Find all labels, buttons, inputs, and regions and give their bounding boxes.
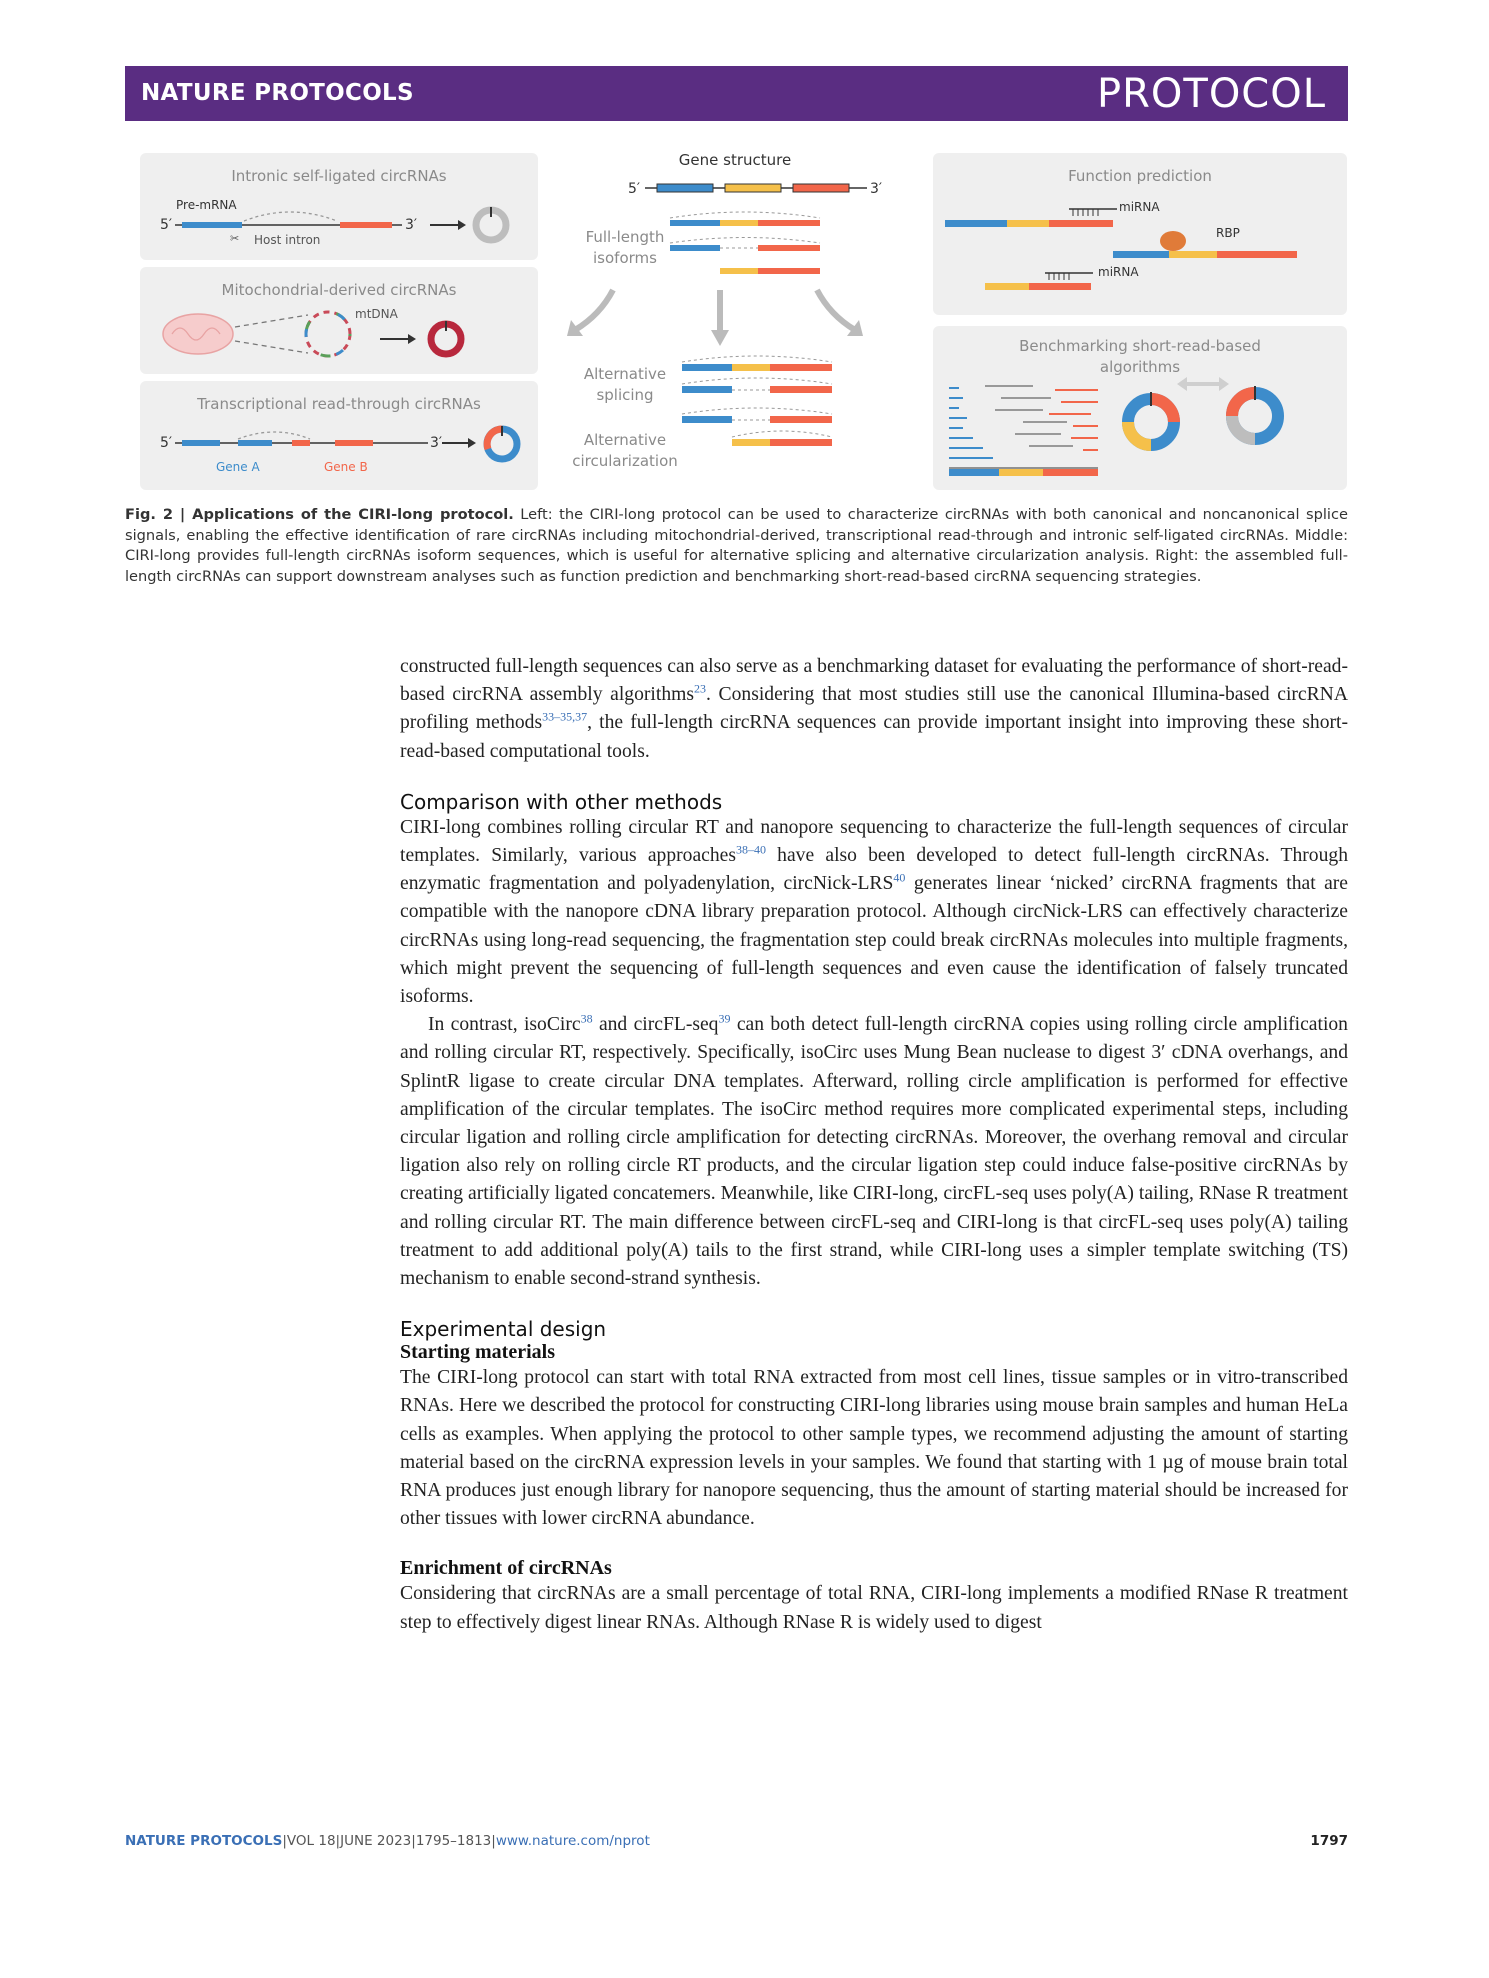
figure-2 — [125, 150, 1348, 493]
ref-link[interactable]: 38–40 — [735, 842, 766, 857]
page-number: 1797 — [1310, 1833, 1348, 1849]
label-alt-splicing-line1: Alternative — [583, 365, 667, 383]
p3-text-b: and circFL-seq — [592, 1014, 719, 1036]
label-gene-b: Gene B — [324, 460, 368, 474]
benchmark-title-line1: Benchmarking short-read-based — [1019, 337, 1261, 355]
heading-starting-materials: Starting materials — [400, 1341, 555, 1364]
journal-header-bar — [125, 66, 1348, 121]
intronic-diagram — [140, 153, 538, 260]
ref-link[interactable]: 39 — [718, 1011, 731, 1026]
label-mirna-2: miRNA — [1098, 265, 1139, 279]
paragraph-starting-materials: The CIRI-long protocol can start with total RNA extracted from most cell lines, tissue samples or in vitro-transcribed RNAs. Here we described the protocol for constructing CIRI-long libraries using mouse brain samples and human HeLa cells as examples. When applying the protocol to other sample types, we recommend adjusting the amount of starting material based on the circRNA expression levels in your samples. We found that starting with 1 µg of mouse brain total RNA produces just enough library for nanopore sequencing, thus the amount of starting material should be increased for other tissues with lower circRNA abundance. — [400, 1367, 1348, 1530]
label-5prime: 5′ — [160, 217, 173, 233]
journal-name: NATURE PROTOCOLS — [141, 80, 414, 106]
p1-text-a: constructed full-length sequences can also serve as a benchmarking dataset for evaluating the performance of short-read-based circRNA assembly algorithms — [400, 656, 1348, 706]
panel-title-readthrough: Transcriptional read-through circRNAs — [197, 395, 481, 413]
label-3prime-rt: 3′ — [430, 435, 443, 451]
exon-blue — [182, 222, 242, 228]
ref-link[interactable]: 40 — [893, 870, 906, 885]
paragraph-enrichment: Considering that circRNAs are a small percentage of total RNA, CIRI-long implements a modified RNase R treatment step to effectively digest linear RNAs. Although RNase R is widely used to digest — [400, 1583, 1348, 1633]
paragraph-comparison — [400, 814, 1348, 1011]
svg-text:✂: ✂ — [230, 233, 240, 245]
p2-text-a: CIRI-long combines rolling circular RT and nanopore sequencing to characterize the full-length sequences of circular templates. Similarly, various approaches — [400, 816, 1348, 867]
label-gene-3prime: 3′ — [870, 181, 883, 197]
footer-separator: | — [282, 1833, 287, 1849]
p3-text-a: In contrast, isoCirc — [428, 1014, 581, 1036]
body-text — [400, 653, 1348, 1637]
panel-function-prediction — [933, 153, 1347, 315]
label-rbp: RBP — [1216, 226, 1240, 240]
readthrough-diagram — [140, 381, 538, 490]
exon-red — [340, 222, 392, 228]
heading-comparison: Comparison with other methods — [400, 789, 723, 814]
heading-experimental-design: Experimental design — [400, 1317, 607, 1342]
p2-text-b: have also been developed to detect full-length circRNAs. Through enzymatic fragmentation and polyadenylation, circNick-LRS — [400, 845, 1348, 895]
page-footer — [125, 1833, 1348, 1849]
figure-caption — [125, 505, 1348, 587]
function-diagram — [933, 153, 1347, 315]
label-alt-circ-line2: circularization — [572, 452, 678, 470]
label-host-intron: Host intron — [254, 233, 321, 247]
caption-text: Left: the CIRI-long protocol can be used to characterize circRNAs with both canonical and noncanonical splice signals, enabling the effective identification of rare circRNAs including mitochondrial-derived, transcriptional read-through and intronic self-ligated circRNAs. Middle: CIRI-long provides full-length circRNAs isoform sequences, which is useful for alternative splicing and alternative circularization analysis. Right: the assembled full-length circRNAs can support downstream analyses such as function prediction and benchmarking short-read-based circRNA sequencing strategies. — [125, 506, 1348, 585]
mitochondria-diagram — [140, 267, 538, 374]
p3-text-c: can both detect full-length circRNA copies using rolling circle amplification and rolling circular RT, respectively. Specifically, isoCirc uses Mung Bean nuclease to digest 3′ cDNA overhangs, and SplintR ligase to create circular DNA templates. Afterward, rolling circle amplification is performed for effective amplification of the circular templates. The isoCirc method requires more complicated experimental steps, including circular ligation and rolling circle amplification for detecting circRNAs. Moreover, the overhang removal and circular ligation also rely on rolling circle RT products, and the circular ligation step could induce false-positive circRNAs by creating artificially ligated concatemers. Meanwhile, like CIRI-long, circFL-seq uses poly(A) tailing, RNase R treatment and rolling circular RT. The main difference between circFL-seq and CIRI-long is that circFL-seq uses poly(A) tailing treatment to add additional poly(A) tails to the first strand, while CIRI-long uses a simpler template switching (TS) mechanism to enable second-strand synthesis. — [400, 1014, 1348, 1290]
panel-benchmarking — [933, 326, 1347, 490]
p1-text-c: , the full-length circRNA sequences can provide important insight into improving these short-read-based computational tools. — [400, 712, 1348, 762]
label-3prime: 3′ — [405, 217, 418, 233]
panel-title-intronic: Intronic self-ligated circRNAs — [231, 167, 447, 185]
label-gene-a: Gene A — [216, 460, 260, 474]
panel-title-function: Function prediction — [1068, 167, 1212, 185]
label-gene-5prime: 5′ — [628, 181, 641, 197]
footer-journal: NATURE PROTOCOLS — [125, 1833, 283, 1849]
mitochondrion-icon — [163, 314, 233, 354]
label-mtdna: mtDNA — [355, 307, 398, 321]
panel-mitochondrial — [140, 267, 538, 374]
footer-separator: | — [335, 1833, 341, 1849]
heading-enrichment: Enrichment of circRNAs — [400, 1557, 612, 1580]
ref-link[interactable]: 33–35,37 — [542, 709, 588, 724]
panel-intronic — [140, 153, 538, 260]
label-gene-structure: Gene structure — [678, 151, 792, 169]
article-type: PROTOCOL — [1096, 71, 1326, 117]
ref-link[interactable]: 23 — [693, 681, 706, 696]
p2-text-c: generates linear ‘nicked’ circRNA fragments that are compatible with the nanopore cDNA library preparation protocol. Although circNick-LRS can effectively characterize circRNAs using long-read sequencing, the fragmentation step could break circRNAs molecules into multiple fragments, which might prevent the sequencing of full-length sequences and even cause the identification of falsely truncated isoforms. — [400, 873, 1348, 1008]
label-alt-splicing-line2: splicing — [596, 386, 654, 404]
footer-volume: VOL 18 — [286, 1833, 336, 1849]
paragraph-benchmark — [400, 653, 1348, 766]
label-fulllength-line2: isoforms — [593, 249, 657, 267]
rbp-icon — [1160, 231, 1186, 251]
caption-label: Fig. 2 | Applications of the CIRI-long protocol. — [125, 506, 514, 523]
label-5prime-rt: 5′ — [160, 435, 173, 451]
footer-separator: | — [491, 1833, 496, 1849]
label-fulllength-line1: Full-length — [585, 228, 665, 246]
ref-link[interactable]: 38 — [580, 1011, 593, 1026]
label-alt-circ-line1: Alternative — [583, 431, 667, 449]
p1-text-b: . Considering that most studies still use the canonical Illumina-based circRNA profiling methods — [400, 684, 1348, 734]
footer-pages: 1795–1813 — [415, 1833, 492, 1849]
panel-title-mitochondrial: Mitochondrial-derived circRNAs — [221, 281, 457, 299]
panel-readthrough — [140, 381, 538, 490]
label-pre-mrna: Pre-mRNA — [176, 198, 237, 212]
footer-separator: | — [411, 1833, 416, 1849]
paragraph-contrast — [400, 1011, 1348, 1293]
benchmark-diagram — [933, 326, 1347, 490]
footer-date: JUNE 2023 — [340, 1833, 412, 1849]
benchmark-title-line2: algorithms — [1099, 358, 1181, 376]
label-mirna-1: miRNA — [1119, 200, 1160, 214]
footer-url[interactable]: www.nature.com/nprot — [495, 1833, 650, 1849]
